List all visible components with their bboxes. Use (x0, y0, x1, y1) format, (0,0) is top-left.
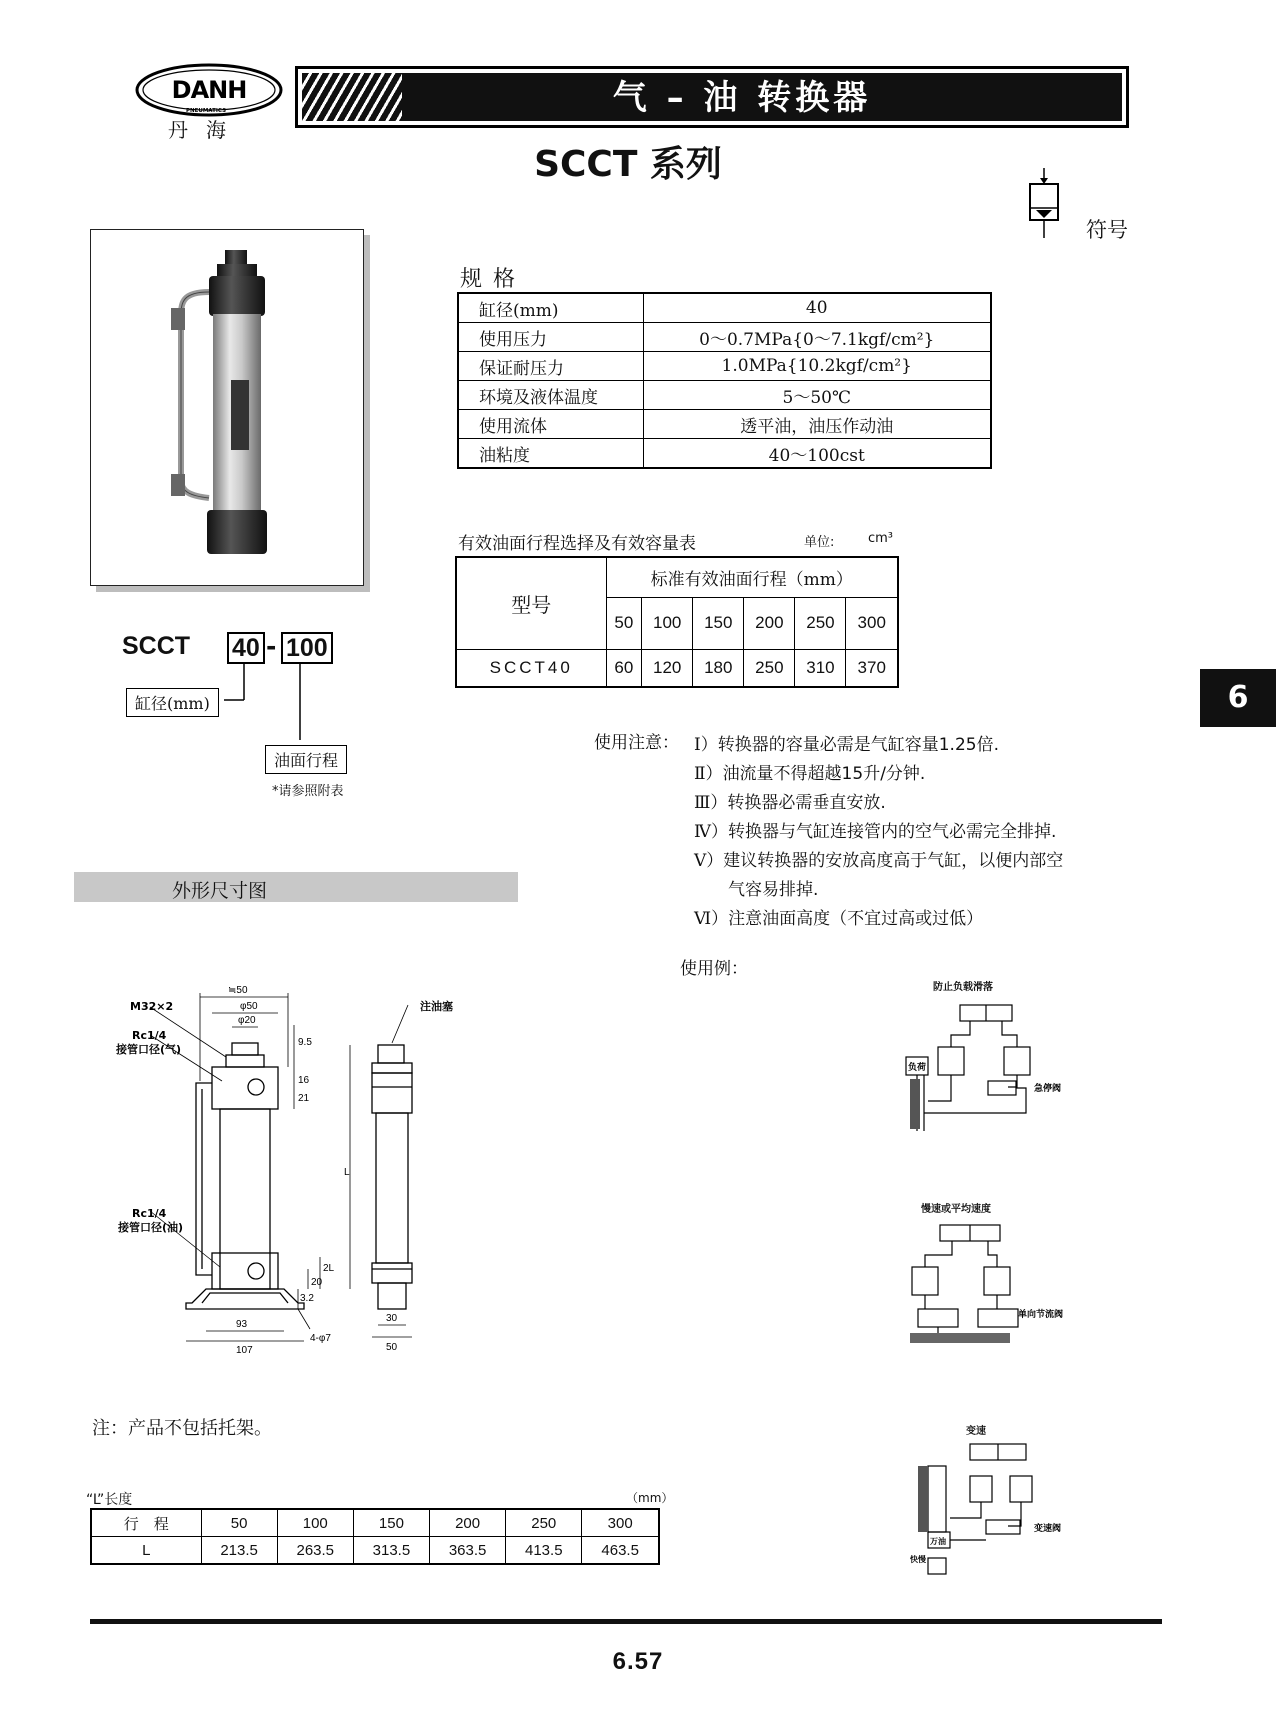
spec-value: 5～50℃ (643, 381, 991, 410)
note-item: Ⅵ）注意油面高度（不宜过高或过低） (694, 909, 984, 929)
dim-label: 20 (311, 1277, 323, 1288)
l-table-caption: “L”长度 (86, 1492, 133, 1508)
spec-label: 使用压力 (458, 323, 643, 352)
spec-heading: 规 格 (460, 267, 517, 292)
l-value-cell: 413.5 (506, 1537, 582, 1565)
dimension-drawing (110, 985, 490, 1355)
l-value-cell: 263.5 (277, 1537, 353, 1565)
stroke-cell: 50 (606, 597, 642, 649)
capacity-cell: 310 (795, 649, 846, 687)
bottom-rule (90, 1619, 1162, 1624)
dim-label: 30 (386, 1313, 398, 1324)
stroke-cell: 150 (693, 597, 744, 649)
symbol-label: 符号 (1086, 218, 1128, 242)
l-row-label: L (91, 1537, 201, 1565)
example3-valve-label: 变速阀 (1034, 1524, 1062, 1534)
stroke-header: 标准有效油面行程（mm） (606, 557, 898, 597)
ref-note: *请参照附表 (272, 784, 344, 799)
chapter-tab: 6 (1200, 669, 1276, 727)
model-cell: SCCT40 (456, 649, 606, 687)
stroke-cell: 300 (846, 597, 898, 649)
l-stroke-cell: 150 (353, 1509, 429, 1537)
bore-label-box: 缸径(mm) (126, 688, 219, 717)
note-item: Ⅴ）建议转换器的安放高度高于气缸，以便内部空 (694, 851, 1064, 871)
example1-valve-label: 急停阀 (1034, 1084, 1062, 1094)
l-table-value-row (91, 1537, 659, 1565)
l-table-unit: （mm） (626, 1491, 674, 1505)
l-stroke-cell: 250 (506, 1509, 582, 1537)
product-photo (90, 229, 364, 586)
dim-label: 21 (298, 1093, 310, 1104)
dim-label: 接管口径(油) (118, 1221, 184, 1234)
l-value-cell: 313.5 (353, 1537, 429, 1565)
example2-valve-label: 单向节流阀 (1018, 1310, 1064, 1320)
product-photo-illustration (91, 230, 363, 585)
l-value-cell: 363.5 (430, 1537, 506, 1565)
code-dash: - (266, 632, 277, 661)
spec-label: 保证耐压力 (458, 352, 643, 381)
code-prefix: SCCT (122, 632, 191, 660)
stroke-cell: 100 (642, 597, 693, 649)
spec-label: 环境及液体温度 (458, 381, 643, 410)
l-table-header-row (91, 1509, 659, 1537)
spec-label: 油粘度 (458, 439, 643, 469)
example3-load-label: 万油 (930, 1537, 946, 1546)
dim-label: φ50 (240, 1001, 258, 1012)
note-item: 气容易排掉. (728, 880, 819, 900)
dim-label: 93 (236, 1319, 248, 1330)
capacity-cell: 250 (744, 649, 795, 687)
notes-label: 使用注意： (594, 733, 679, 753)
dim-label: ≒50 (228, 985, 248, 996)
capacity-cell: 120 (642, 649, 693, 687)
l-value-cell: 463.5 (582, 1537, 659, 1565)
l-stroke-cell: 300 (582, 1509, 659, 1537)
spec-value: 透平油，油压作动油 (643, 410, 991, 439)
example2-title: 慢速或平均速度 (921, 1204, 991, 1215)
model-header: 型号 (456, 557, 606, 649)
dim-label: 注油塞 (420, 1000, 453, 1013)
capacity-cell: 370 (846, 649, 898, 687)
logo-sub: PNEUMATICS (185, 108, 227, 114)
code-stroke-box: 100 (281, 632, 333, 664)
spec-row (458, 352, 991, 381)
spec-table (457, 292, 992, 469)
l-stroke-cell: 50 (201, 1509, 277, 1537)
dim-label: Rc1/4 (132, 1029, 167, 1042)
example1-load-label: 负荷 (908, 1063, 927, 1073)
example3-side-label: 快慢 (910, 1555, 926, 1564)
examples-label: 使用例： (680, 959, 748, 979)
page-title: 气 – 油 转换器 (612, 78, 872, 118)
l-length-table (90, 1508, 660, 1565)
spec-label: 缸径(mm) (458, 293, 643, 323)
stroke-cell: 250 (795, 597, 846, 649)
example2-circuit (900, 1215, 1090, 1355)
converter-symbol-icon (1024, 168, 1064, 240)
l-header-label: 行 程 (91, 1509, 201, 1537)
l-stroke-cell: 100 (277, 1509, 353, 1537)
spec-row (458, 439, 991, 469)
spec-row (458, 410, 991, 439)
note-item: Ⅳ）转换器与气缸连接管内的空气必需完全排掉. (694, 822, 1057, 842)
dim-label: 9.5 (298, 1037, 312, 1048)
spec-value: 40～100cst (643, 439, 991, 469)
dim-label: 4-φ7 (310, 1333, 331, 1344)
title-banner (295, 66, 1129, 128)
dim-label: 107 (236, 1345, 253, 1355)
spec-value: 1.0MPa{10.2kgf/cm²} (643, 352, 991, 381)
spec-row (458, 323, 991, 352)
logo-cn: 丹海 (168, 118, 244, 142)
stroke-label-box: 油面行程 (265, 745, 347, 774)
capacity-cell: 180 (693, 649, 744, 687)
dim-label: φ20 (238, 1015, 256, 1026)
spec-label: 使用流体 (458, 410, 643, 439)
stroke-unit: cm³ (868, 531, 894, 546)
dim-label: 50 (386, 1342, 398, 1353)
logo-brand: DANH (171, 76, 247, 104)
stroke-table (455, 556, 899, 688)
spec-row (458, 381, 991, 410)
example1-title: 防止负载滑落 (933, 982, 993, 993)
dims-section-title: 外形尺寸图 (172, 880, 268, 902)
dims-section-bar (74, 872, 518, 902)
dim-label: M32×2 (130, 1000, 174, 1013)
note-item: Ⅰ）转换器的容量必需是气缸容量1.25倍. (694, 735, 999, 755)
note-item: Ⅲ）转换器必需垂直安放. (694, 793, 886, 813)
spec-row (458, 293, 991, 323)
l-value-cell: 213.5 (201, 1537, 277, 1565)
series-title: SCCT 系列 (534, 144, 722, 185)
example3-title: 变速 (966, 1426, 986, 1437)
capacity-cell: 60 (606, 649, 642, 687)
example3-circuit (890, 1438, 1080, 1578)
stroke-unit-label: 单位: (804, 535, 835, 550)
footnote: 注：产品不包括托架。 (92, 1418, 272, 1439)
dim-label: 接管口径(气) (116, 1043, 182, 1056)
spec-value: 0～0.7MPa{0～7.1kgf/cm²} (643, 323, 991, 352)
spec-value: 40 (643, 293, 991, 323)
l-stroke-cell: 200 (430, 1509, 506, 1537)
code-bore-box: 40 (227, 632, 265, 664)
dim-label: 16 (298, 1075, 310, 1086)
note-item: Ⅱ）油流量不得超越15升/分钟. (694, 764, 926, 784)
dim-label: L (344, 1167, 350, 1178)
dim-label: 3.2 (300, 1293, 314, 1304)
dim-label: 2L (323, 1263, 335, 1274)
example1-circuit (900, 995, 1080, 1145)
dim-label: Rc1/4 (132, 1207, 167, 1220)
page-number: 6.57 (612, 1648, 664, 1675)
stroke-table-caption: 有效油面行程选择及有效容量表 (458, 534, 696, 554)
stroke-cell: 200 (744, 597, 795, 649)
